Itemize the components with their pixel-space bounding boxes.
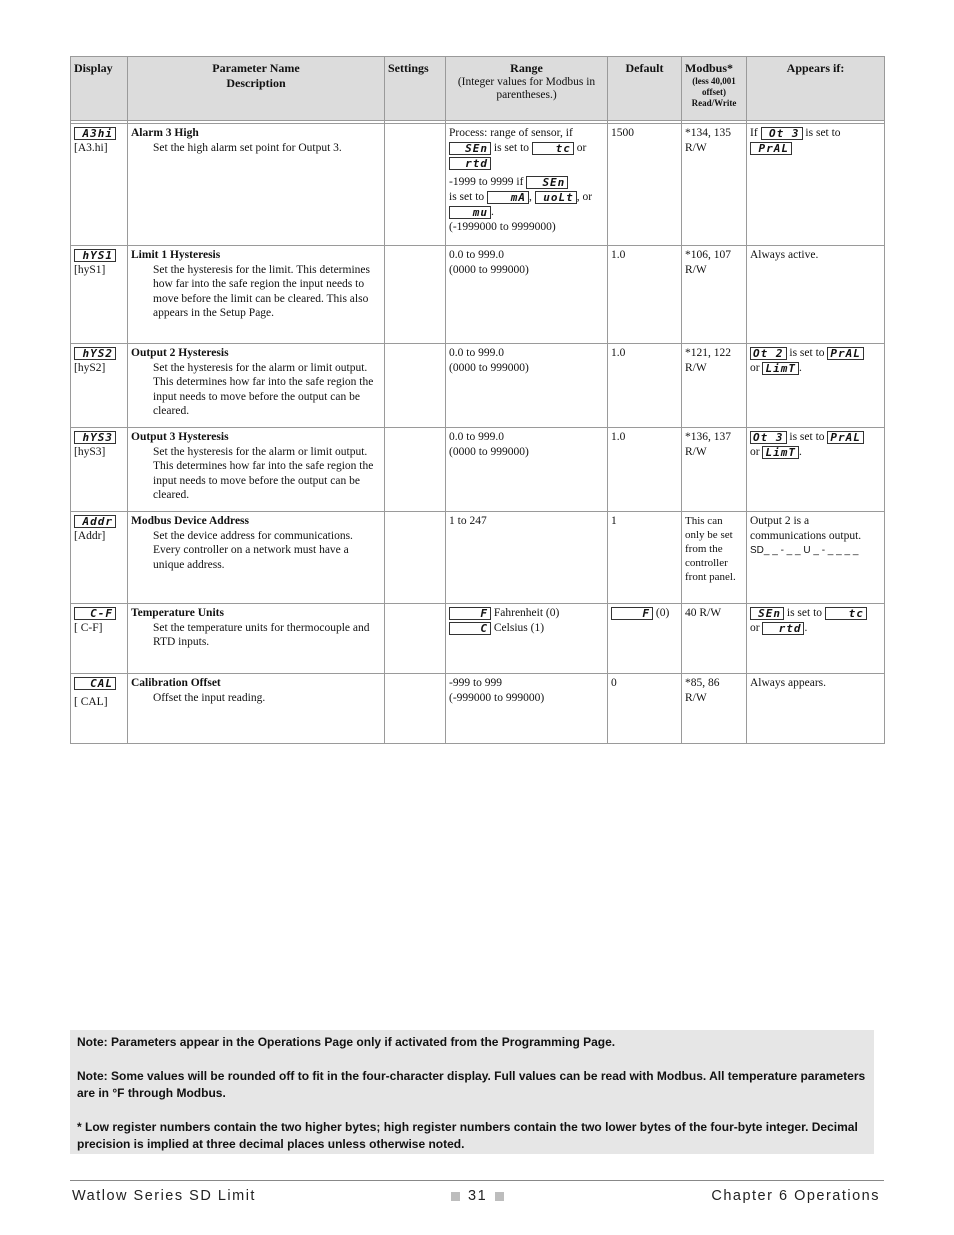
header-display: Display [71,57,128,121]
page-number: 31 [468,1188,488,1204]
modbus-cell [682,344,747,428]
footer-left: Watlow Series SD Limit [72,1188,256,1204]
modbus-rw: R/W [685,445,707,458]
range-text: . [491,205,494,218]
display-cell [71,674,128,744]
seven-seg-display: F [611,607,653,620]
display-cell [71,512,128,604]
seven-seg-display: tc [825,607,867,620]
settings-cell [385,124,446,246]
seven-seg-display: C-F [74,607,116,620]
range-text: is set to [493,141,530,154]
appears-cell [747,344,885,428]
appears-text: is set to [789,347,825,360]
notes-box [70,1030,874,1154]
seven-seg-display: PrAL [827,431,864,444]
display-cell [71,428,128,512]
seven-seg-display: hYS1 [74,249,116,262]
range-text: , [529,190,532,203]
settings-cell [385,674,446,744]
settings-cell [385,604,446,674]
table-row [71,604,885,674]
seven-seg-display: Ot 2 [750,347,787,360]
range-text: (0000 to 999000) [449,263,529,276]
parameter-description: Set the high alarm set point for Output 3. [153,141,342,154]
modbus-register: *106, 107 [685,249,731,261]
range-text: (0000 to 999000) [449,445,529,458]
modbus-cell [682,246,747,344]
settings-cell [385,344,446,428]
header-range-sub: (Integer values for Modbus in parentheses.) [457,75,596,101]
parameter-table [70,56,885,744]
header-param-sub: Description [226,75,286,90]
appears-text: or [750,362,760,375]
appears-text: or [750,622,760,635]
modbus-register: *136, 137 [685,431,731,443]
range-cell [446,604,608,674]
appears-text: Output 2 is a communications output. [750,515,862,542]
header-modbus [682,57,747,121]
parameter-cell [128,344,385,428]
seven-seg-display: hYS3 [74,431,116,444]
parameter-cell [128,512,385,604]
modbus-register: *121, 122 [685,347,731,359]
parameter-name: Output 2 Hysteresis [131,347,229,359]
modbus-rw: R/W [685,691,707,704]
display-cell [71,124,128,246]
range-text: (-999000 to 999000) [449,691,545,704]
modbus-cell [682,124,747,246]
seven-seg-display: SEn [750,607,784,620]
default-cell: 0 [608,674,682,744]
seven-seg-display: Ot 3 [761,127,803,140]
range-text: Celsius (1) [493,622,545,635]
header-modbus-sub: (less 40,001 offset) [692,75,736,97]
default-cell: 1500 [608,124,682,246]
modbus-register: *134, 135 [685,127,731,139]
parameter-name: Modbus Device Address [131,515,249,527]
seven-seg-display: CAL [74,677,116,690]
range-text: -1999 to 9999 if [449,175,524,188]
range-cell [446,428,608,512]
range-cell [446,344,608,428]
appears-cell: Always appears. [747,674,885,744]
default-cell: 1 [608,512,682,604]
seven-seg-display: Addr [74,515,116,528]
header-appears: Appears if: [747,57,885,121]
range-text: 0.0 to 999.0 [449,431,504,443]
modbus-rw: R/W [685,141,707,154]
seven-seg-display: rtd [449,157,491,170]
parameter-description: Set the hysteresis for the limit. This determines how far into the safe region the input needs to move before the limit can be cleared. This also appears in the Setup Page. [153,263,370,320]
seven-seg-display: A3hi [74,127,116,140]
range-text: is set to [449,190,485,203]
appears-text: is set to [786,607,823,620]
appears-cell: Always active. [747,246,885,344]
seven-seg-display: SEn [449,142,491,155]
seven-seg-display: uoLt [535,191,577,204]
range-text: Process: range of sensor, if [449,127,573,139]
parameter-cell [128,428,385,512]
table-row [71,428,885,512]
seven-seg-display: mA [487,191,529,204]
modbus-rw: R/W [685,361,707,374]
note-register-bytes: * Low register numbers contain the two higher bytes; high register numbers contain the two lower bytes of the four-byte integer. Decimal precision is implied at three decimal places unless otherwise noted. [77,1120,858,1151]
appears-cell [747,124,885,246]
footer-page-number [443,1188,512,1204]
footer-divider [70,1180,884,1181]
seven-seg-display: SEn [526,176,568,189]
appears-text: . [798,446,802,459]
seven-seg-display: rtd [762,622,804,635]
range-cell [446,124,608,246]
range-text: 0.0 to 999.0 [449,249,504,261]
mnemonic: [ CAL] [74,696,108,708]
seven-seg-display: tc [532,142,574,155]
note-operations-page: Note: Parameters appear in the Operations Page only if activated from the Programming Page. [77,1035,616,1049]
header-default: Default [608,57,682,121]
model-code: SD_ _ - _ _ U _ - _ _ _ _ [750,545,859,557]
modbus-cell [682,674,747,744]
range-text: (-1999000 to 9999000) [449,220,556,233]
appears-text: is set to [805,127,841,140]
square-bullet-icon [451,1192,460,1201]
modbus-register: *85, 86 [685,677,720,689]
table-header-row [71,57,885,121]
table-row [71,512,885,604]
appears-text: . [804,622,808,635]
default-cell: 1.0 [608,428,682,512]
parameter-name: Temperature Units [131,607,224,619]
seven-seg-display: LimT [762,446,799,459]
default-cell: 1.0 [608,344,682,428]
seven-seg-display: Ot 3 [750,431,787,444]
appears-cell [747,512,885,604]
header-range-title: Range [510,61,543,75]
mnemonic: [hyS1] [74,264,106,276]
parameter-cell [128,604,385,674]
appears-text: If [750,127,758,140]
header-settings: Settings [385,57,446,121]
seven-seg-display: F [449,607,491,620]
parameter-name: Alarm 3 High [131,127,199,139]
appears-text: . [798,362,802,375]
parameter-description: Offset the input reading. [153,691,266,704]
range-text: or [576,141,587,154]
footer-right: Chapter 6 Operations [711,1188,880,1204]
modbus-cell: This can only be set from the controller front panel. [682,512,747,604]
header-modbus-title: Modbus* [685,61,734,75]
appears-text: is set to [789,431,825,444]
range-text: 0.0 to 999.0 [449,347,504,359]
appears-text: or [750,446,760,459]
seven-seg-display: mu [449,206,491,219]
seven-seg-display: C [449,622,491,635]
display-cell [71,344,128,428]
table-row [71,124,885,246]
header-modbus-rw: Read/Write [691,97,737,108]
parameter-description: Set the hysteresis for the alarm or limit output. This determines how far into the safe region the input needs to move before the output can be cleared. [153,361,374,418]
modbus-rw: R/W [685,263,707,276]
table-row [71,674,885,744]
parameter-name: Limit 1 Hysteresis [131,249,221,261]
seven-seg-display: PrAL [750,142,792,155]
display-cell [71,604,128,674]
parameter-cell [128,674,385,744]
settings-cell [385,512,446,604]
table-row [71,246,885,344]
mnemonic: [Addr] [74,530,106,542]
range-text: Fahrenheit (0) [493,607,560,620]
parameter-name: Calibration Offset [131,677,221,689]
settings-cell [385,428,446,512]
default-cell [608,604,682,674]
appears-cell [747,604,885,674]
mnemonic: [ C-F] [74,622,103,634]
header-parameter [128,57,385,121]
note-rounding: Note: Some values will be rounded off to fit in the four-character display. Full values can be read with Modbus. All temperature parameters are in °F through Modbus. [77,1069,866,1100]
parameter-cell [128,246,385,344]
table-row [71,344,885,428]
settings-cell [385,246,446,344]
appears-cell [747,428,885,512]
seven-seg-display: hYS2 [74,347,116,360]
range-text: , or [576,190,593,203]
parameter-description: Set the hysteresis for the alarm or limit output. This determines how far into the safe region the input needs to move before the output can be cleared. [153,445,374,502]
default-cell: 1.0 [608,246,682,344]
range-text: -999 to 999 [449,677,503,689]
modbus-cell [682,428,747,512]
header-range [446,57,608,121]
range-cell [446,246,608,344]
header-param-title: Parameter Name [212,61,300,75]
mnemonic: [hyS2] [74,362,106,374]
square-bullet-icon [495,1192,504,1201]
seven-seg-display: LimT [762,362,799,375]
seven-seg-display: PrAL [827,347,864,360]
parameter-description: Set the temperature units for thermocouple and RTD inputs. [153,621,370,649]
modbus-cell: 40 R/W [682,604,747,674]
parameter-cell [128,124,385,246]
range-text: (0000 to 999000) [449,361,529,374]
display-cell [71,246,128,344]
mnemonic: [hyS3] [74,446,106,458]
mnemonic: [A3.hi] [74,142,108,154]
parameter-description: Set the device address for communications. Every controller on a network must have a unique address. [153,529,353,571]
range-cell: 1 to 247 [446,512,608,604]
parameter-name: Output 3 Hysteresis [131,431,229,443]
default-text: (0) [655,607,670,620]
range-cell [446,674,608,744]
